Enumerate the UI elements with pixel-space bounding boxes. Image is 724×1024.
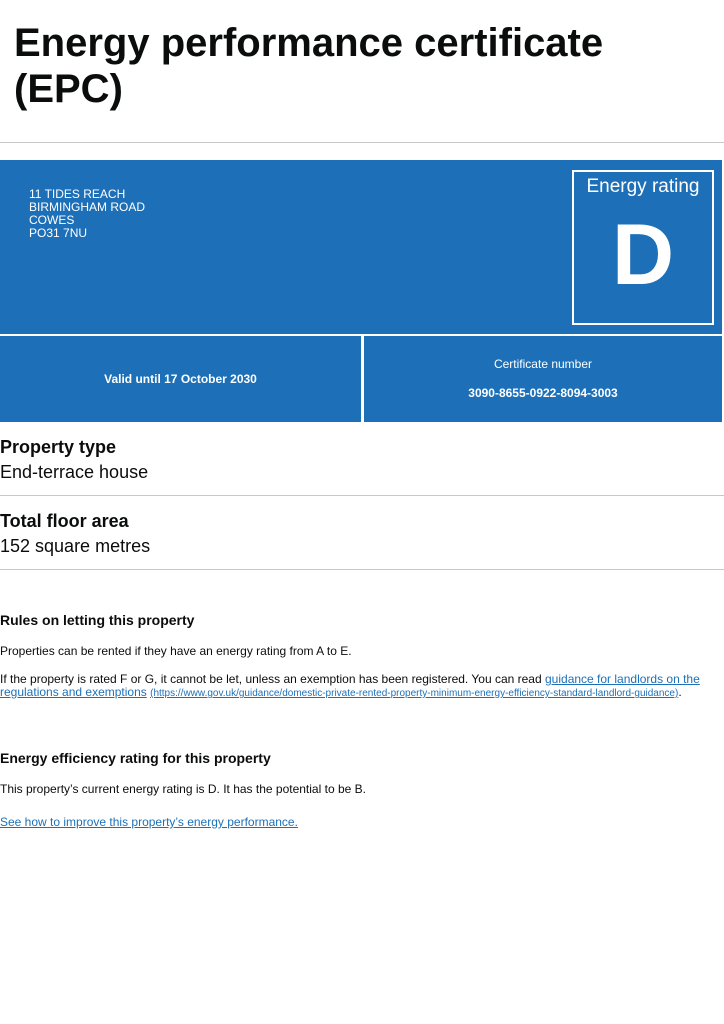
certificate-number-label: Certificate number xyxy=(493,357,593,371)
divider xyxy=(0,569,724,570)
certificate-number-cell xyxy=(364,336,722,422)
page-header xyxy=(14,20,704,112)
certificate-number: 3090-8655-0922-8094-3003 xyxy=(468,386,618,400)
floor-area-value: 152 square metres xyxy=(0,536,151,556)
address-line: COWES xyxy=(29,213,75,227)
certificate-banner xyxy=(0,160,722,334)
landlord-guidance-link[interactable]: guidance for landlords on the regulations and exemptions xyxy=(0,672,700,699)
letting-rules-text: Properties can be rented if they have an energy rating from A to E. xyxy=(0,644,352,658)
valid-until: Valid until 17 October 2030 xyxy=(104,372,257,386)
divider xyxy=(0,142,724,143)
property-address xyxy=(29,188,145,240)
letting-exemptions-text xyxy=(0,673,722,700)
address-line: 11 TIDES REACH xyxy=(29,187,126,201)
efficiency-text: This property’s current energy rating is D. It has the potential to be B. xyxy=(0,782,366,796)
divider xyxy=(0,495,724,496)
efficiency-heading: Energy efficiency rating for this property xyxy=(0,750,271,766)
floor-area-section xyxy=(0,510,724,557)
property-type-label: Property type xyxy=(0,437,117,457)
energy-rating-box xyxy=(572,170,714,325)
improve-performance-paragraph xyxy=(0,816,722,829)
property-type-section xyxy=(0,436,724,483)
address-line: PO31 7NU xyxy=(29,226,88,240)
validity-cell xyxy=(0,336,361,422)
certificate-info-row xyxy=(0,336,722,422)
letting-rules-heading: Rules on letting this property xyxy=(0,612,195,628)
exemptions-text: If the property is rated F or G, it cannot be let, unless an exemption has been registered. You can read xyxy=(0,672,545,686)
landlord-guidance-url[interactable]: (https://www.gov.uk/guidance/domestic-private-rented-property-minimum-energy-efficiency-standard-landlord-guidance) xyxy=(150,688,679,699)
improve-performance-link[interactable]: See how to improve this property’s energy performance. xyxy=(0,815,298,829)
page-title: Energy performance certificate (EPC) xyxy=(14,21,604,111)
energy-rating-label: Energy rating xyxy=(586,176,700,197)
address-line: BIRMINGHAM ROAD xyxy=(29,200,146,214)
energy-rating-letter: D xyxy=(611,207,675,303)
exemptions-text-end: . xyxy=(678,685,682,699)
property-type-value: End-terrace house xyxy=(0,462,149,482)
floor-area-label: Total floor area xyxy=(0,511,129,531)
